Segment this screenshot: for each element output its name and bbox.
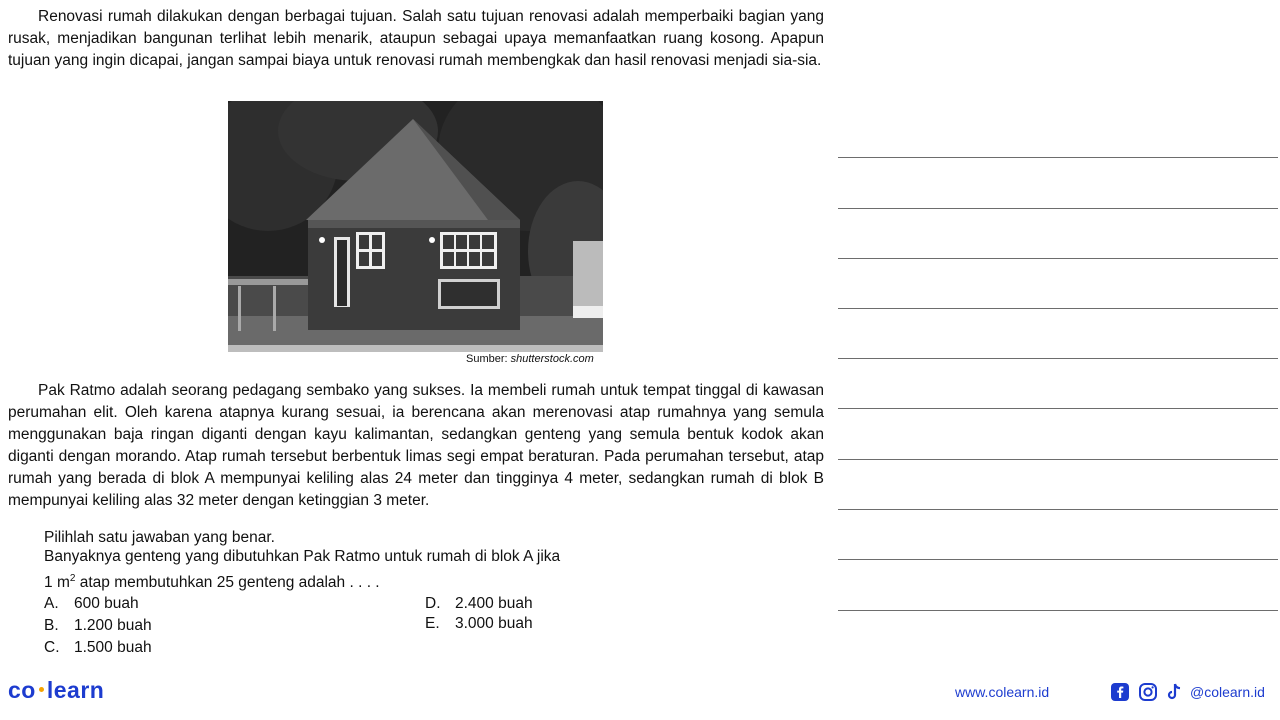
option-text: 3.000 buah: [455, 615, 533, 632]
option-letter: D.: [425, 595, 441, 612]
question-line2: atap membutuhkan 25 genteng adalah . . . .: [79, 574, 380, 592]
option-c[interactable]: [44, 638, 152, 658]
colearn-logo[interactable]: [8, 677, 104, 704]
social-handle[interactable]: @colearn.id: [1190, 684, 1265, 700]
option-d[interactable]: [425, 594, 533, 614]
option-a[interactable]: [44, 594, 139, 614]
answer-line: [838, 208, 1278, 209]
instagram-icon[interactable]: [1138, 682, 1158, 702]
house-photo: [228, 101, 603, 352]
option-text: 1.200 buah: [74, 617, 152, 634]
option-e[interactable]: [425, 614, 533, 634]
answer-line: [838, 509, 1278, 510]
answer-line: [838, 358, 1278, 359]
question-unit-value: 1: [44, 574, 53, 592]
answer-line: [838, 610, 1278, 611]
logo-right: learn: [46, 677, 105, 703]
answer-line: [838, 258, 1278, 259]
intro-paragraph: Renovasi rumah dilakukan dengan berbagai tujuan. Salah satu tujuan renovasi adalah memperbaiki bagian yang rusak, menjadikan bangunan terlihat lebih menarik, ataupun sebagai upaya memanfaatkan ruang kosong. Apapun tujuan yang ingin dicapai, jangan sampai biaya untuk renovasi rumah membengkak dan hasil renovasi menjadi sia-sia.: [8, 8, 824, 69]
photo-caption: [466, 352, 594, 366]
logo-dot: [39, 687, 44, 692]
question-unit-exponent: 2: [69, 573, 76, 584]
facebook-icon[interactable]: [1110, 682, 1130, 702]
question-unit: m: [56, 574, 70, 592]
website-link[interactable]: www.colearn.id: [955, 684, 1050, 700]
answer-line: [838, 308, 1278, 309]
answer-line: [838, 157, 1278, 158]
logo-left: co: [8, 677, 36, 703]
option-text: 1.500 buah: [74, 639, 152, 656]
caption-source: shutterstock.com: [510, 353, 594, 365]
option-letter: A.: [44, 595, 59, 612]
option-letter: C.: [44, 639, 60, 656]
answer-line: [838, 559, 1278, 560]
question-text: [44, 546, 644, 594]
option-b[interactable]: [44, 616, 152, 636]
tiktok-icon[interactable]: [1164, 682, 1184, 702]
option-text: 600 buah: [74, 595, 139, 612]
story-paragraph: Pak Ratmo adalah seorang pedagang sembako yang sukses. Ia membeli rumah untuk tempat tinggal di kawasan perumahan elit. Oleh karena atapnya kurang sesuai, ia berencana akan merenovasi atap rumahnya yang semula menggunakan baja ringan diganti dengan kayu kalimantan, sedangkan genteng yang semula bentuk kodok akan diganti dengan morando. Atap rumah tersebut berbentuk limas segi empat beraturan. Pada perumahan tersebut, atap rumah yang berada di blok A mempunyai keliling alas 24 meter dan tingginya 4 meter, sedangkan rumah di blok B mempunyai keliling alas 32 meter dengan ketinggian 3 meter.: [8, 382, 824, 509]
option-letter: B.: [44, 617, 59, 634]
instruction-text: Pilihlah satu jawaban yang benar.: [44, 529, 275, 546]
caption-prefix: Sumber:: [466, 353, 508, 365]
answer-line: [838, 408, 1278, 409]
option-text: 2.400 buah: [455, 595, 533, 612]
question-line1: Banyaknya genteng yang dibutuhkan Pak Ratmo untuk rumah di blok A jika: [44, 548, 561, 565]
option-letter: E.: [425, 615, 440, 632]
answer-line: [838, 459, 1278, 460]
